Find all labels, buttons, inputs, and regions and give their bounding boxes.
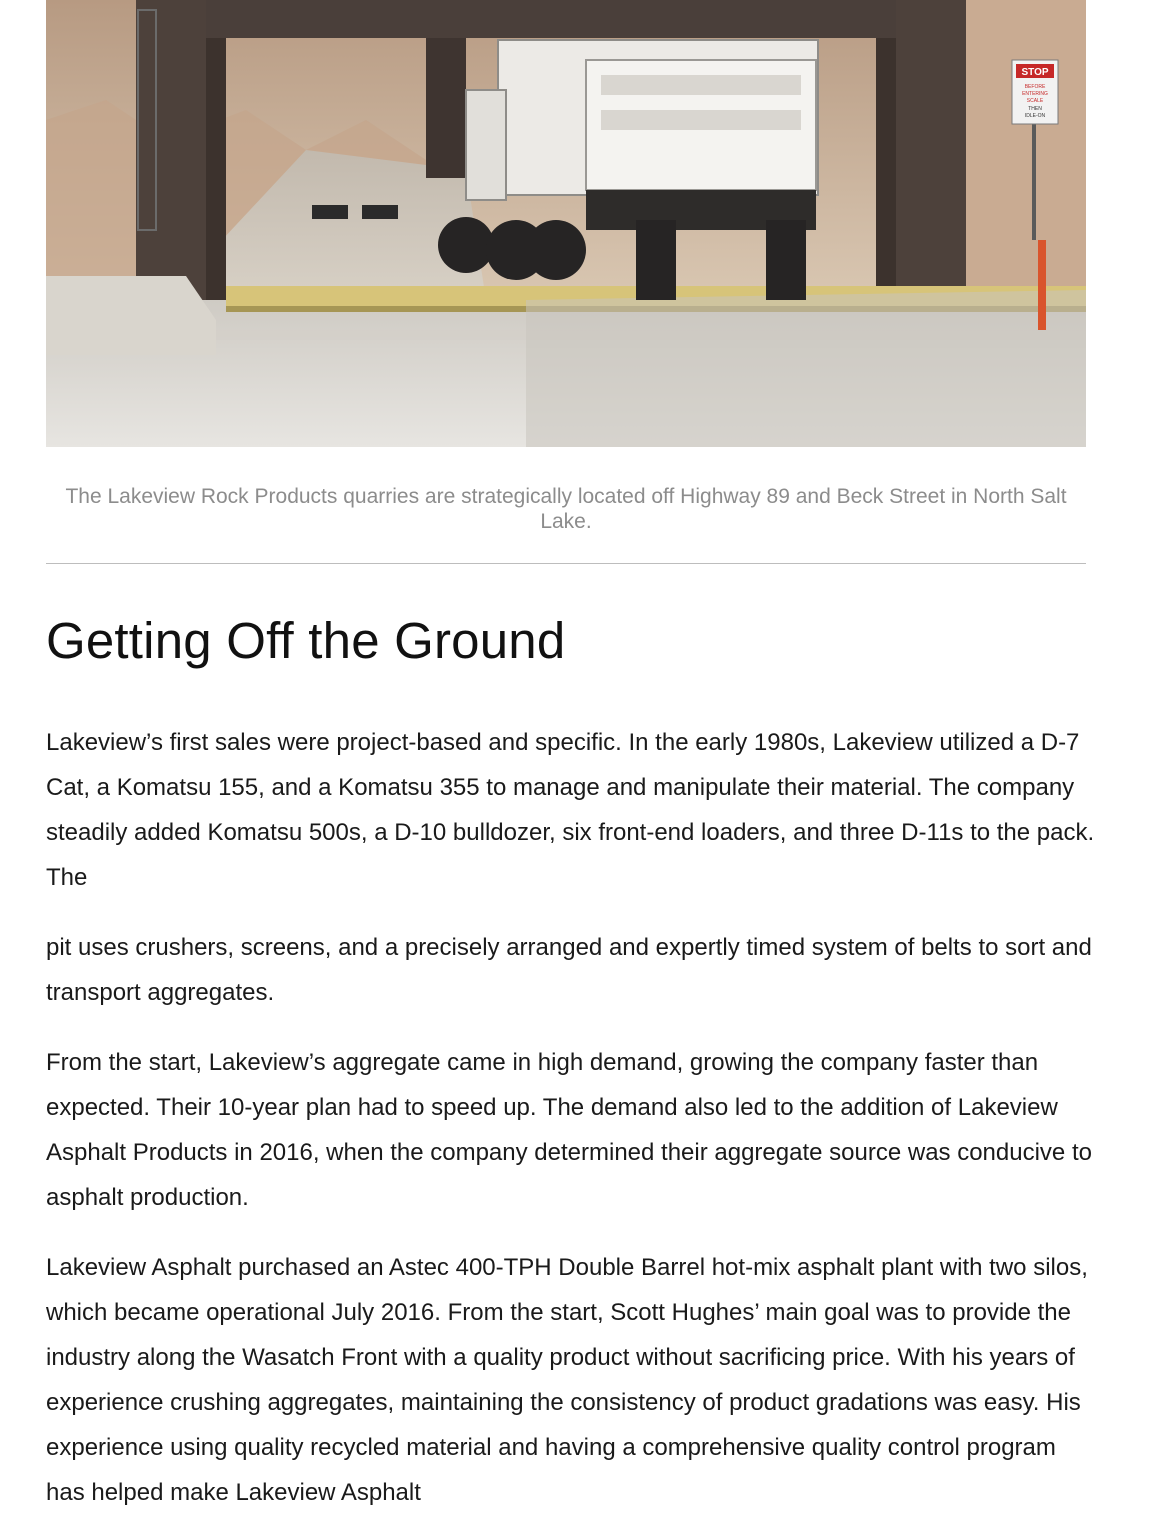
- section-heading: Getting Off the Ground: [46, 612, 566, 669]
- stop-sign-line-6: IDLE-ON: [1024, 113, 1046, 119]
- paragraph: pit uses crushers, screens, and a precisely arranged and expertly timed system of belts to sort and transport aggregates.: [46, 934, 1092, 1006]
- paragraph: Lakeview’s first sales were project-based and specific. In the early 1980s, Lakeview utilized a D-7 Cat, a Komatsu 155, and a Komatsu 355 to manage and manipulate their material. The company steadily added Komatsu 500s, a D-10 bulldozer, six front-end loaders, and three D-11s to the pack. The: [46, 729, 1095, 891]
- stop-sign-line-2: BEFORE: [1024, 84, 1046, 90]
- section-divider: [46, 563, 1086, 564]
- stop-sign-text: STOP: [1021, 67, 1049, 78]
- paragraph: Lakeview Asphalt purchased an Astec 400-TPH Double Barrel hot-mix asphalt plant with two silos, which became operational July 2016. From the start, Scott Hughes’ main goal was to provide the industry along the Wasatch Front with a quality product without sacrificing price. With his years of experience crushing aggregates, maintaining the consistency of product gradations was easy. His experience using quality recycled material and having a comprehensive quality control program has helped make Lakeview Asphalt: [46, 1254, 1088, 1506]
- quarry-scale-illustration: [46, 0, 1086, 447]
- stop-sign-line-4: SCALE: [1026, 98, 1044, 104]
- stop-sign-line-3: ENTERING: [1022, 91, 1048, 97]
- hero-photo: [46, 0, 1086, 447]
- photo-caption: The Lakeview Rock Products quarries are strategically located off Highway 89 and Beck Street in North Salt Lake.: [65, 485, 1067, 533]
- paragraph: From the start, Lakeview’s aggregate came in high demand, growing the company faster than expected. Their 10-year plan had to speed up. The demand also led to the addition of Lakeview Asphalt Products in 2016, when the company determined their aggregate source was conducive to asphalt production.: [46, 1049, 1092, 1211]
- article-body: [46, 720, 1098, 1518]
- stop-sign-line-5: THEN: [1028, 106, 1042, 112]
